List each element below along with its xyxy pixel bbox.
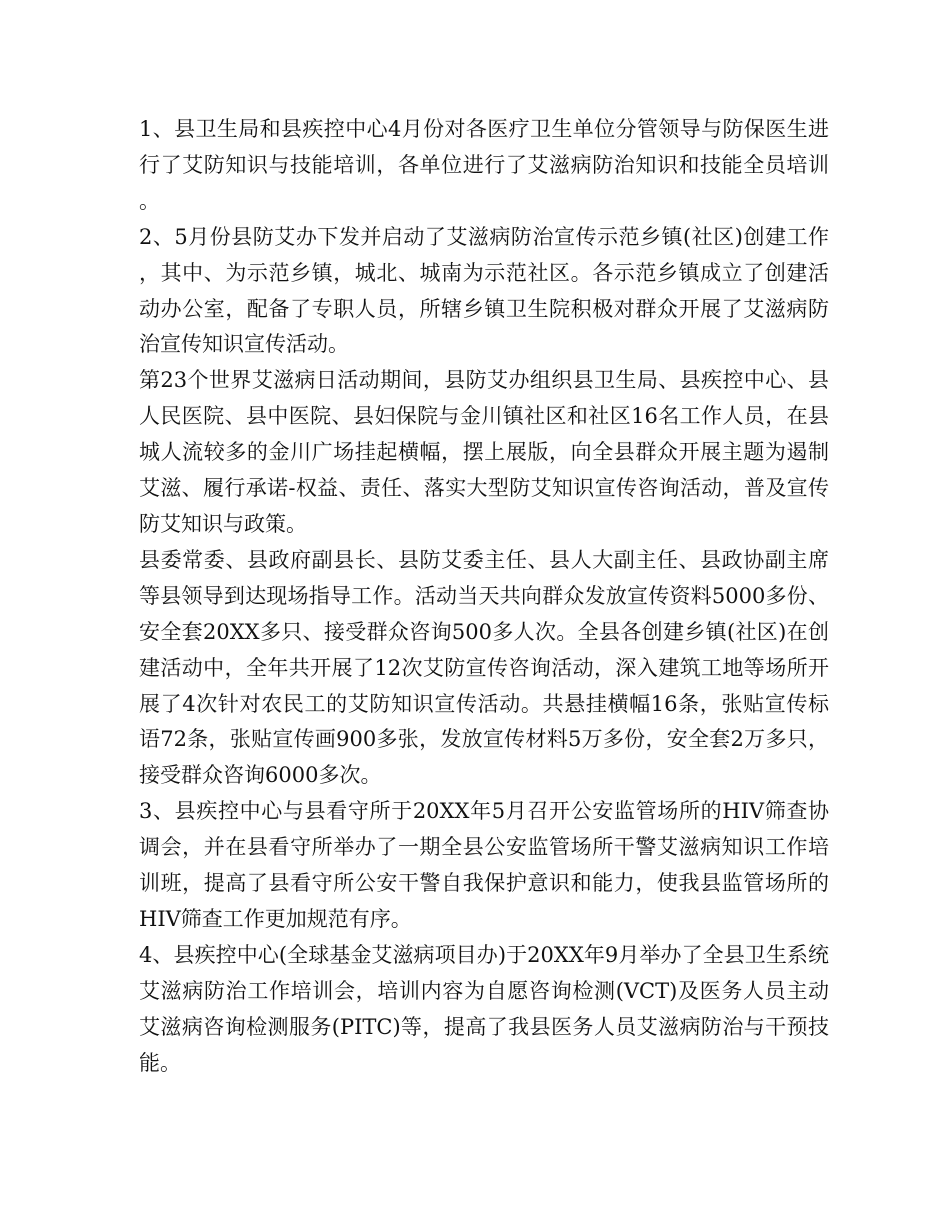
document-body <box>139 112 829 1081</box>
paragraph-world-aids-day: 第23个世界艾滋病日活动期间，县防艾办组织县卫生局、县疾控中心、县人民医院、县中医院、县妇保院与金川镇社区和社区16名工作人员，在县城人流较多的金川广场挂起横幅，摆上展版，向全县群众开展主题为遏制艾滋、履行承诺-权益、责任、落实大型防艾知识宣传咨询活动，普及宣传防艾知识与政策。 <box>139 368 829 536</box>
paragraph-leadership-activities: 县委常委、县政府副县长、县防艾委主任、县人大副主任、县政协副主席等县领导到达现场指导工作。活动当天共向群众发放宣传资料5000多份、安全套20XX多只、接受群众咨询500多人次。全县各创建乡镇(社区)在创建活动中，全年共开展了12次艾防宣传咨询活动，深入建筑工地等场所开展了4次针对农民工的艾防知识宣传活动。共悬挂横幅16条，张贴宣传标语72条，张贴宣传画900多张，发放宣传材料5万多份，安全套2万多只，接受群众咨询6000多次。 <box>139 547 829 788</box>
paragraph-hiv-screening: 3、县疾控中心与县看守所于20XX年5月召开公安监管场所的HIV筛查协调会，并在县看守所举办了一期全县公安监管场所干警艾滋病知识工作培训班，提高了县看守所公安干警自我保护意识和能力，使我县监管场所的HIV筛查工作更加规范有序。 <box>139 799 829 931</box>
paragraph-demonstration-towns: 2、5月份县防艾办下发并启动了艾滋病防治宣传示范乡镇(社区)创建工作，其中、为示范乡镇，城北、城南为示范社区。各示范乡镇成立了创建活动办公室，配备了专职人员，所辖乡镇卫生院积极对群众开展了艾滋病防治宣传知识宣传活动。 <box>139 224 829 357</box>
paragraph-vct-training: 4、县疾控中心(全球基金艾滋病项目办)于20XX年9月举办了全县卫生系统艾滋病防治工作培训会，培训内容为自愿咨询检测(VCT)及医务人员主动艾滋病咨询检测服务(PITC)等，提高了我县医务人员艾滋病防治与干预技能。 <box>139 942 829 1075</box>
paragraph-training: 1、县卫生局和县疾控中心4月份对各医疗卫生单位分管领导与防保医生进行了艾防知识与技能培训，各单位进行了艾滋病防治知识和技能全员培训。 <box>139 117 829 213</box>
